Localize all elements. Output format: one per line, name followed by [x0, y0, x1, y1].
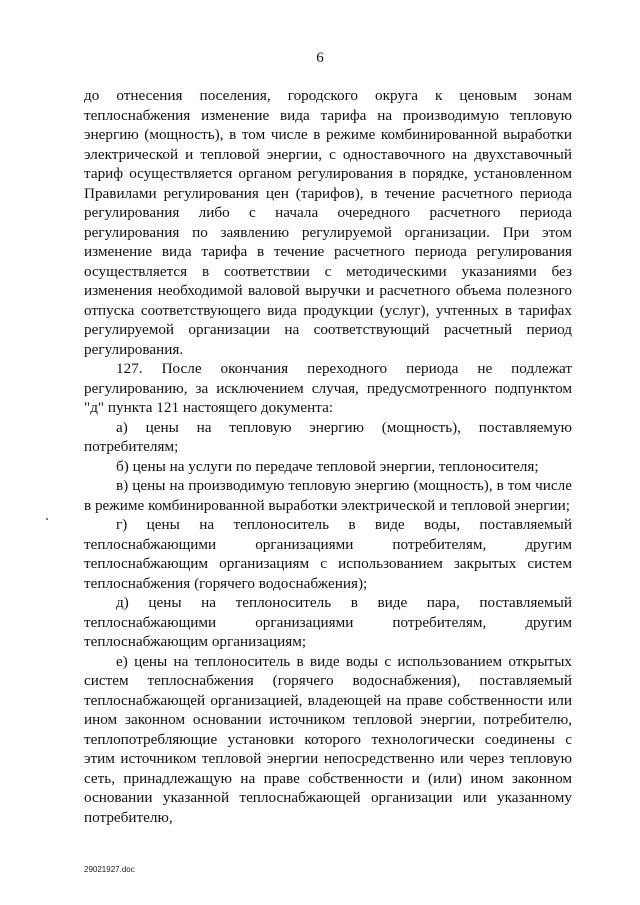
- list-item-d: д) цены на теплоноситель в виде пара, поставляемый теплоснабжающими организациями потребителям, другим теплоснабжающим организациям;: [84, 594, 572, 650]
- list-item-a: а) цены на тепловую энергию (мощность), поставляемую потребителям;: [84, 418, 572, 455]
- paragraph-continuation: до отнесения поселения, городского округа к ценовым зонам теплоснабжения изменение вида тарифа на производимую тепловую энергию (мощность), в том числе в режиме комбинированной выработки электрической и тепловой энергии, с одноставочного на двухставочный тариф осуществляется органом регулирования в порядке, установленном Правилами регулирования цен (тарифов), в течение расчетного периода регулирования либо с начала очередного расчетного периода регулирования по заявлению регулируемой организации. При этом изменение вида тарифа в течение расчетного периода регулирования осуществляется в соответствии с методическими указаниями без изменения необходимой валовой выручки и расчетного объема полезного отпуска соответствующего вида продукции (услуг), учтенных в тарифах регулируемой организации на соответствующий расчетный период регулирования.: [84, 87, 572, 358]
- list-item-e: е) цены на теплоноситель в виде воды с использованием открытых систем теплоснабжения (горячего водоснабжения), поставляемый теплоснабжающей организацией, владеющей на праве собственности или ином законном основании источником тепловой энергии, потребителю, теплопотребляющие установки которого технологически соединены с этим источником тепловой энергии непосредственно или через тепловую сеть, принадлежащую на праве собственности и (или) ином законном основании указанной теплоснабжающей организации или указанному потребителю,: [84, 652, 572, 826]
- list-item-v: в) цены на производимую тепловую энергию (мощность), в том числе в режиме комбинированной выработки электрической и тепловой энергии;: [84, 477, 572, 514]
- scan-artifact-dot: [46, 518, 48, 520]
- list-item-g: г) цены на теплоноситель в виде воды, поставляемый теплоснабжающими организациями потребителям, другим теплоснабжающим организациям с использованием закрытых систем теплоснабжения (горячего водоснабжения);: [84, 516, 572, 592]
- list-item-b: б) цены на услуги по передаче тепловой энергии, теплоносителя;: [116, 457, 539, 475]
- paragraph-clause-127: 127. После окончания переходного периода не подлежат регулированию, за исключением случая, предусмотренного подпунктом "д" пункта 121 настоящего документа:: [84, 360, 572, 416]
- footer-file-code: 29021927.doc: [84, 865, 135, 874]
- page-number: 6: [316, 50, 324, 66]
- document-body: [84, 86, 572, 827]
